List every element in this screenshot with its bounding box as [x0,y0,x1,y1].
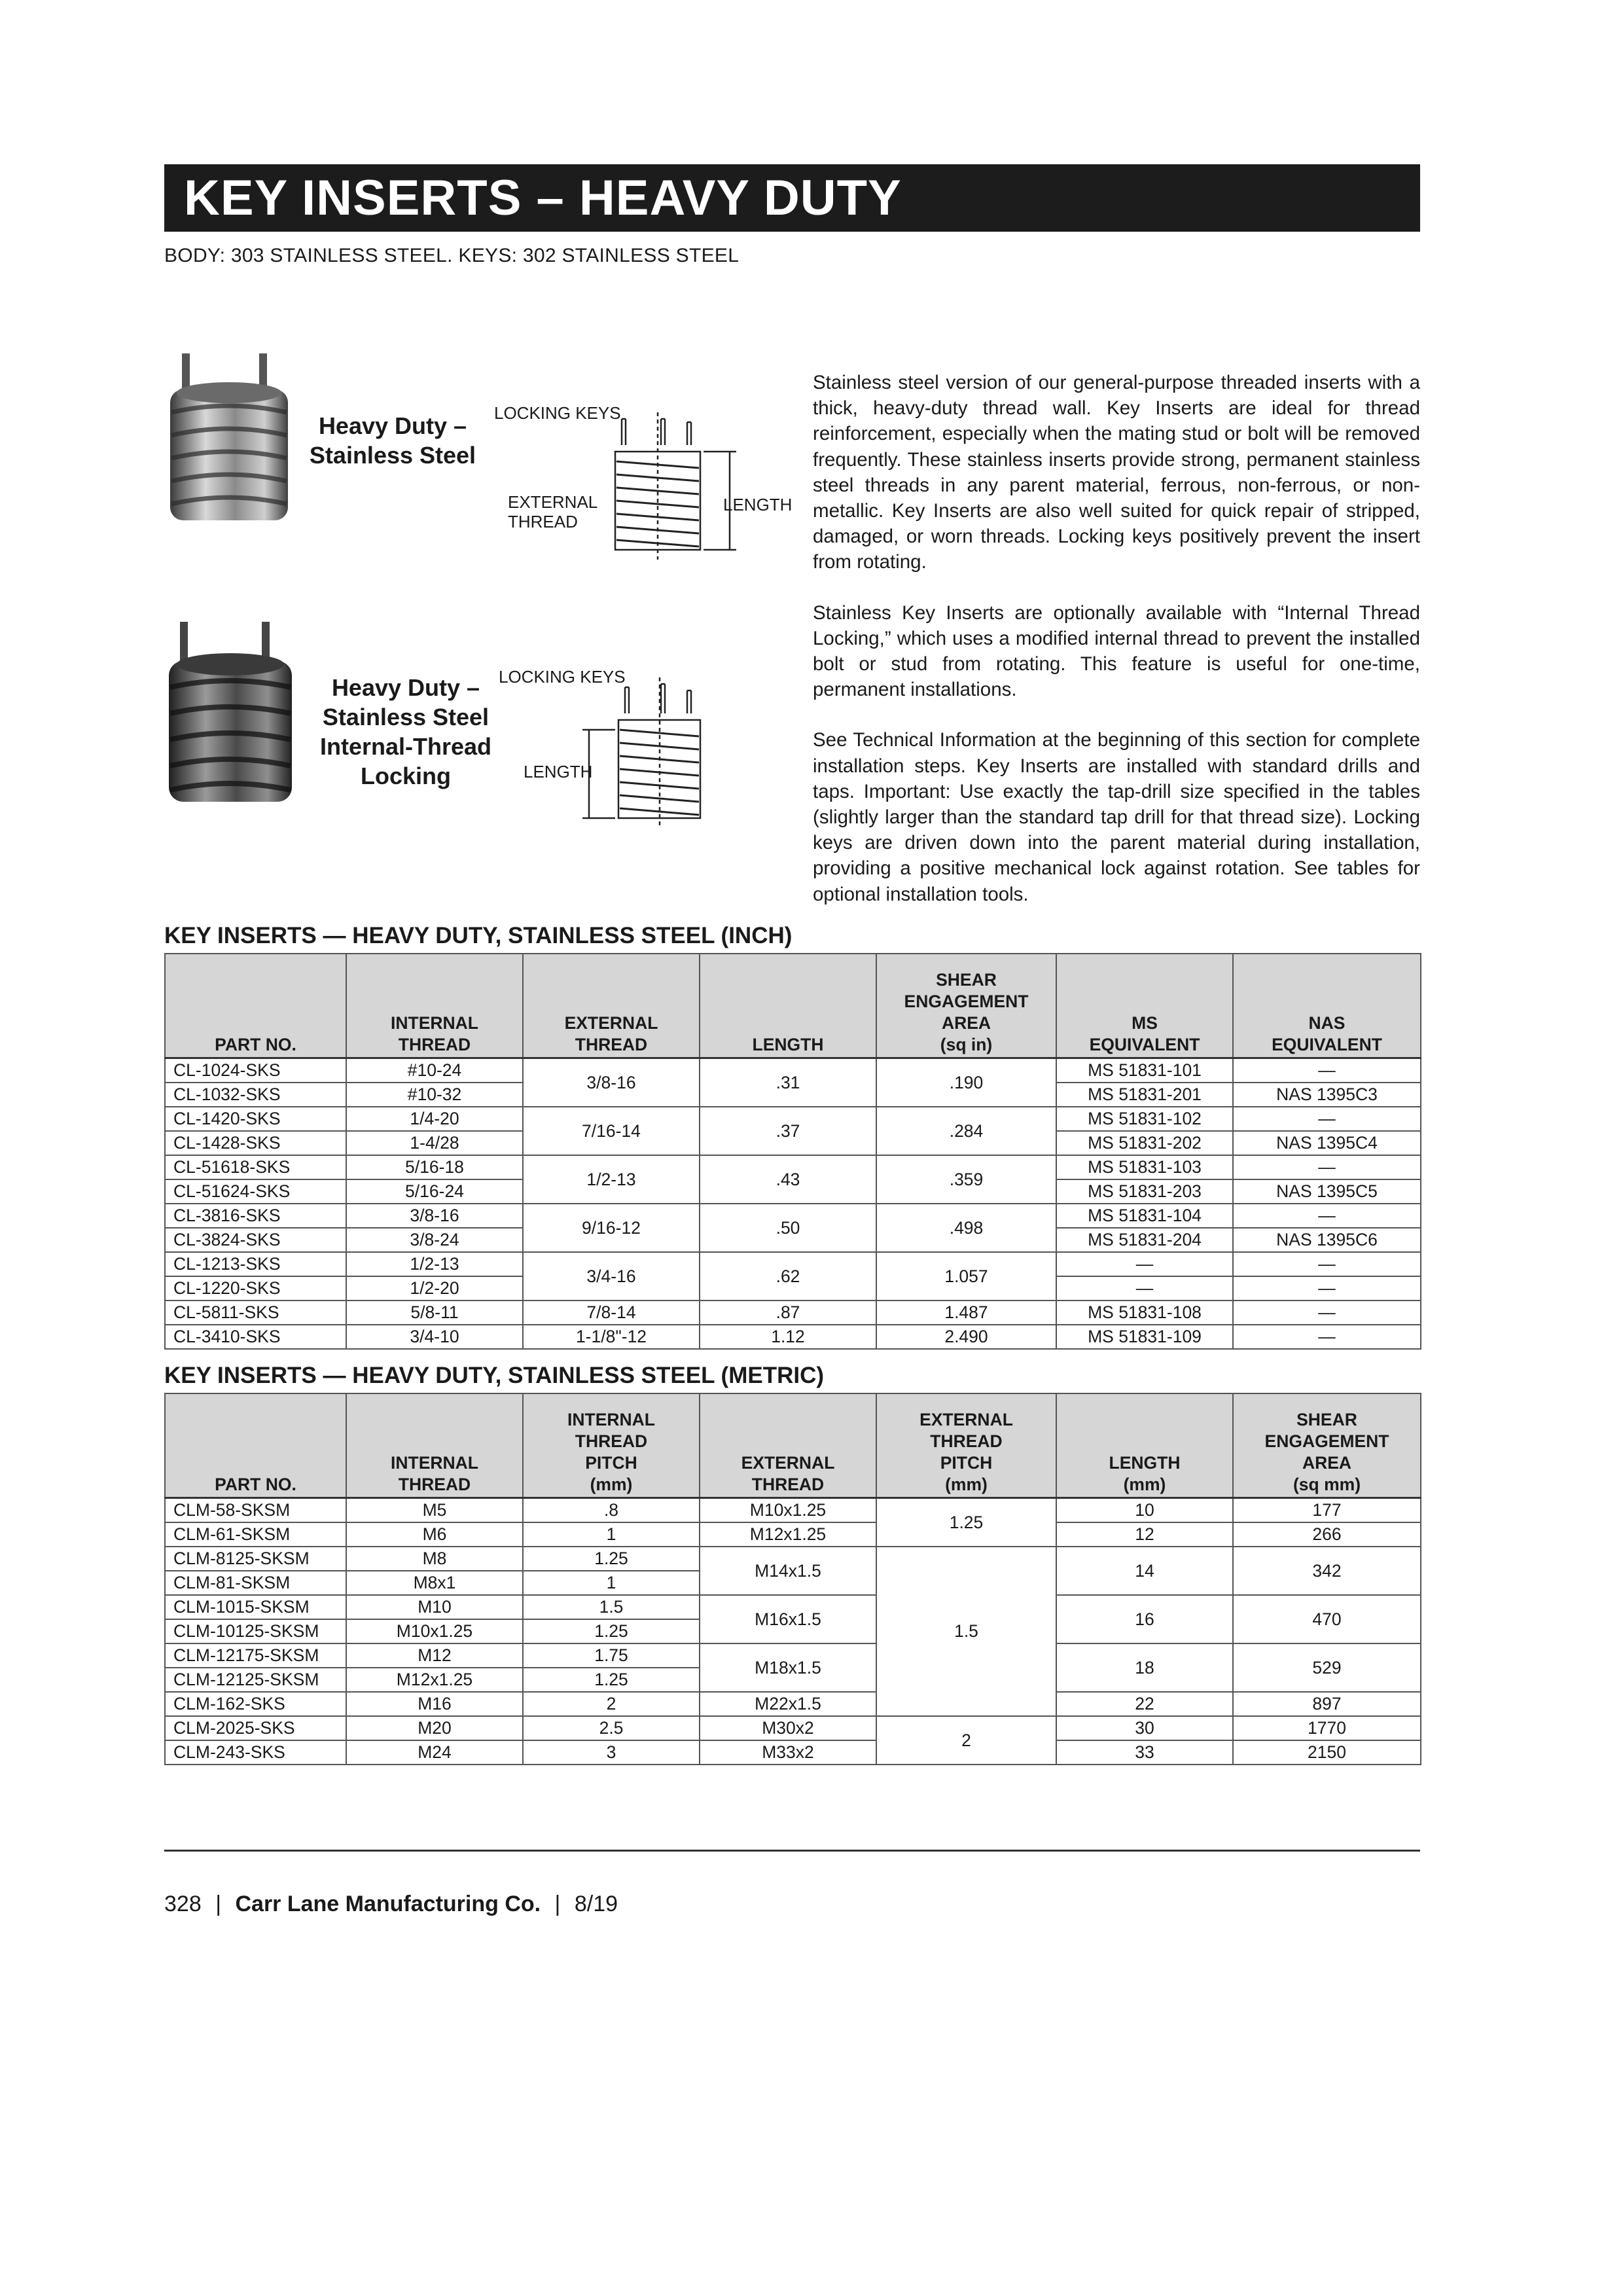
internal-pitch-cell: 1.25 [523,1668,700,1692]
internal-thread-cell: M20 [346,1716,523,1740]
footer-rule [164,1850,1420,1852]
col-header-part-no: PART NO. [165,954,346,1058]
internal-thread-cell: M24 [346,1740,523,1765]
diagram-label-locking-keys: LOCKING KEYS [494,403,621,423]
shear-area-cell: .359 [876,1155,1056,1204]
part-number-cell: CL-1213-SKS [165,1252,346,1276]
internal-pitch-cell: 1.5 [523,1595,700,1619]
internal-thread-cell: 5/16-24 [346,1179,523,1204]
part-number-cell: CLM-81-SKSM [165,1571,346,1595]
shear-area-cell: 1.057 [876,1252,1056,1300]
nas-equivalent-cell: NAS 1395C6 [1233,1228,1421,1252]
length-cell: .50 [700,1204,876,1252]
part-number-cell: CL-3824-SKS [165,1228,346,1252]
nas-equivalent-cell: — [1233,1155,1421,1179]
nas-equivalent-cell: — [1233,1058,1421,1083]
table-row [165,1692,1421,1716]
part-number-cell: CLM-243-SKS [165,1740,346,1765]
page-title: KEY INSERTS – HEAVY DUTY [184,170,902,226]
external-thread-cell: 7/16-14 [523,1107,700,1155]
title-bar [164,164,1420,232]
shear-area-cell: .190 [876,1058,1056,1107]
table-row [165,1595,1421,1619]
internal-thread-cell: 1/4-20 [346,1107,523,1131]
external-thread-cell: 3/4-16 [523,1252,700,1300]
shear-area-cell: 177 [1233,1498,1421,1522]
shear-area-cell: 2.490 [876,1325,1056,1349]
part-number-cell: CLM-2025-SKS [165,1716,346,1740]
caption-line: Heavy Duty – [331,674,480,701]
shear-area-cell: 342 [1233,1547,1421,1595]
ms-equivalent-cell: MS 51831-204 [1056,1228,1233,1252]
page-number: 328 [164,1892,202,1916]
external-thread-cell: M12x1.25 [700,1522,876,1547]
table-row [165,1522,1421,1547]
internal-thread-cell: 3/8-24 [346,1228,523,1252]
table-row [165,1325,1421,1349]
length-cell: 12 [1056,1522,1233,1547]
shear-area-cell: 470 [1233,1595,1421,1643]
external-thread-cell: M14x1.5 [700,1547,876,1595]
internal-thread-cell: 1/2-20 [346,1276,523,1300]
internal-thread-cell: 5/8-11 [346,1300,523,1325]
table-row [165,1058,1421,1083]
part-number-cell: CLM-12125-SKSM [165,1668,346,1692]
col-header-length: LENGTH (mm) [1056,1393,1233,1498]
internal-pitch-cell: 1 [523,1571,700,1595]
insert-photo-heavy-duty [164,350,294,530]
external-thread-cell: M16x1.5 [700,1595,876,1643]
part-number-cell: CLM-58-SKSM [165,1498,346,1522]
length-cell: 16 [1056,1595,1233,1643]
external-thread-cell: M22x1.5 [700,1692,876,1716]
col-header-length: LENGTH [700,954,876,1058]
ms-equivalent-cell: MS 51831-108 [1056,1300,1233,1325]
part-number-cell: CL-1220-SKS [165,1276,346,1300]
inch-table-heading: KEY INSERTS — HEAVY DUTY, STAINLESS STEEL (INCH) [164,923,793,948]
diagram-label-locking-keys: LOCKING KEYS [499,667,626,687]
part-number-cell: CLM-61-SKSM [165,1522,346,1547]
internal-pitch-cell: 1.25 [523,1619,700,1643]
external-pitch-cell: 1.25 [876,1498,1056,1547]
table-header-row [165,1393,1421,1498]
part-number-cell: CL-1032-SKS [165,1083,346,1107]
internal-pitch-cell: .8 [523,1498,700,1522]
nas-equivalent-cell: — [1233,1325,1421,1349]
part-number-cell: CLM-162-SKS [165,1692,346,1716]
internal-thread-cell: M6 [346,1522,523,1547]
external-thread-cell: 7/8-14 [523,1300,700,1325]
part-number-cell: CL-1024-SKS [165,1058,346,1083]
shear-area-cell: 266 [1233,1522,1421,1547]
internal-thread-cell: #10-24 [346,1058,523,1083]
internal-pitch-cell: 1 [523,1522,700,1547]
col-header-internal-thread: INTERNAL THREAD [346,954,523,1058]
page-footer [164,1892,618,1917]
caption-line: Stainless Steel [309,442,476,469]
ms-equivalent-cell: MS 51831-202 [1056,1131,1233,1155]
external-thread-cell: M18x1.5 [700,1643,876,1692]
col-header-nas-equivalent: NAS EQUIVALENT [1233,954,1421,1058]
external-thread-cell: M10x1.25 [700,1498,876,1522]
table-row [165,1204,1421,1228]
internal-thread-cell: #10-32 [346,1083,523,1107]
col-header-external-thread: EXTERNAL THREAD [523,954,700,1058]
internal-thread-cell: M5 [346,1498,523,1522]
description-paragraph: Stainless steel version of our general-purpose threaded inserts with a thick, heavy-duty thread wall. Key Inserts are ideal for thread reinforcement, especially when the mating stud or bolt will be removed frequently. These stainless inserts provide strong, permanent stainless steel threads in any parent material, ferrous, non-ferrous, or non-metallic. Key Inserts are also well suited for quick repair of stripped, damaged, or worn threads. Locking keys positively prevent the insert from rotating. [813,372,1420,573]
internal-thread-cell: M12x1.25 [346,1668,523,1692]
part-number-cell: CL-51618-SKS [165,1155,346,1179]
external-pitch-cell: 2 [876,1716,1056,1765]
diagram-label-length: LENGTH [723,495,793,514]
length-cell: 10 [1056,1498,1233,1522]
caption-line: Internal-Thread [319,733,492,760]
insert-diagram-heavy-duty [589,406,759,563]
ms-equivalent-cell: MS 51831-109 [1056,1325,1233,1349]
nas-equivalent-cell: NAS 1395C3 [1233,1083,1421,1107]
ms-equivalent-cell: MS 51831-103 [1056,1155,1233,1179]
nas-equivalent-cell: — [1233,1300,1421,1325]
table-row [165,1155,1421,1179]
external-thread-cell: 1-1/8"-12 [523,1325,700,1349]
length-cell: 1.12 [700,1325,876,1349]
ms-equivalent-cell: MS 51831-102 [1056,1107,1233,1131]
internal-pitch-cell: 2.5 [523,1716,700,1740]
product-description [813,370,1420,932]
length-cell: .62 [700,1252,876,1300]
nas-equivalent-cell: — [1233,1107,1421,1131]
length-cell: .37 [700,1107,876,1155]
ms-equivalent-cell: MS 51831-101 [1056,1058,1233,1083]
external-thread-cell: 9/16-12 [523,1204,700,1252]
table-header-row [165,954,1421,1058]
ms-equivalent-cell: MS 51831-203 [1056,1179,1233,1204]
part-number-cell: CLM-12175-SKSM [165,1643,346,1668]
table-row [165,1252,1421,1276]
table-row [165,1716,1421,1740]
diagram-label-external-thread: EXTERNAL [508,492,598,512]
ms-equivalent-cell: MS 51831-104 [1056,1204,1233,1228]
part-number-cell: CL-51624-SKS [165,1179,346,1204]
col-header-internal-pitch: INTERNAL THREAD PITCH (mm) [523,1393,700,1498]
description-paragraph: See Technical Information at the beginning of this section for complete installation steps. Key Inserts are installed with standard drills and taps. Important: Use exactly the tap-drill size specified in the tables (slightly larger than the standard tap drill for that thread size). Locking keys are driven down into the parent material during installation, providing a positive mechanical lock against rotation. See tables for optional installation tools. [813,729,1420,905]
external-thread-cell: 3/8-16 [523,1058,700,1107]
footer-separator: | [554,1892,561,1916]
col-header-external-thread: EXTERNAL THREAD [700,1393,876,1498]
internal-thread-cell: 3/8-16 [346,1204,523,1228]
part-number-cell: CL-1428-SKS [165,1131,346,1155]
part-number-cell: CLM-8125-SKSM [165,1547,346,1571]
revision-date: 8/19 [574,1892,618,1916]
ms-equivalent-cell: MS 51831-201 [1056,1083,1233,1107]
product-caption-heavy-duty [301,411,484,470]
part-number-cell: CL-1420-SKS [165,1107,346,1131]
metric-table [164,1393,1421,1765]
internal-pitch-cell: 1.75 [523,1643,700,1668]
length-cell: 14 [1056,1547,1233,1595]
ms-equivalent-cell: — [1056,1276,1233,1300]
table-row [165,1300,1421,1325]
external-thread-cell: 1/2-13 [523,1155,700,1204]
col-header-external-pitch: EXTERNAL THREAD PITCH (mm) [876,1393,1056,1498]
caption-line: Locking [360,762,451,789]
nas-equivalent-cell: — [1233,1252,1421,1276]
col-header-shear-area: SHEAR ENGAGEMENT AREA (sq mm) [1233,1393,1421,1498]
metric-table-heading: KEY INSERTS — HEAVY DUTY, STAINLESS STEEL (METRIC) [164,1363,825,1388]
length-cell: .31 [700,1058,876,1107]
part-number-cell: CLM-1015-SKSM [165,1595,346,1619]
internal-thread-cell: M16 [346,1692,523,1716]
internal-thread-cell: M10 [346,1595,523,1619]
shear-area-cell: 897 [1233,1692,1421,1716]
length-cell: 33 [1056,1740,1233,1765]
material-subtitle: BODY: 303 STAINLESS STEEL. KEYS: 302 STAINLESS STEEL [164,245,740,266]
external-thread-cell: M33x2 [700,1740,876,1765]
length-cell: 30 [1056,1716,1233,1740]
table-row [165,1740,1421,1765]
caption-line: Heavy Duty – [318,412,467,439]
diagram-label-length: LENGTH [524,762,593,781]
length-cell: 18 [1056,1643,1233,1692]
internal-pitch-cell: 2 [523,1692,700,1716]
part-number-cell: CL-5811-SKS [165,1300,346,1325]
footer-separator: | [215,1892,222,1916]
shear-area-cell: 529 [1233,1643,1421,1692]
part-number-cell: CL-3816-SKS [165,1204,346,1228]
nas-equivalent-cell: NAS 1395C5 [1233,1179,1421,1204]
shear-area-cell: 1.487 [876,1300,1056,1325]
internal-thread-cell: M8 [346,1547,523,1571]
nas-equivalent-cell: — [1233,1276,1421,1300]
description-paragraph: Stainless Key Inserts are optionally available with “Internal Thread Locking,” which uses a modified internal thread to prevent the installed bolt or stud from rotating. This feature is useful for one-time, permanent installations. [813,601,1420,701]
col-header-internal-thread: INTERNAL THREAD [346,1393,523,1498]
shear-area-cell: 2150 [1233,1740,1421,1765]
table-row [165,1498,1421,1522]
table-row [165,1107,1421,1131]
length-cell: .43 [700,1155,876,1204]
external-pitch-cell: 1.5 [876,1547,1056,1716]
internal-thread-cell: 3/4-10 [346,1325,523,1349]
internal-thread-cell: M12 [346,1643,523,1668]
diagram-label-external-thread: THREAD [508,512,578,531]
internal-thread-cell: M8x1 [346,1571,523,1595]
shear-area-cell: 1770 [1233,1716,1421,1740]
col-header-ms-equivalent: MS EQUIVALENT [1056,954,1233,1058]
external-thread-cell: M30x2 [700,1716,876,1740]
shear-area-cell: .284 [876,1107,1056,1155]
col-header-shear-area: SHEAR ENGAGEMENT AREA (sq in) [876,954,1056,1058]
internal-thread-cell: 1-4/28 [346,1131,523,1155]
internal-pitch-cell: 1.25 [523,1547,700,1571]
caption-line: Stainless Steel [322,704,490,730]
table-row [165,1643,1421,1668]
length-cell: .87 [700,1300,876,1325]
col-header-part-no: PART NO. [165,1393,346,1498]
internal-thread-cell: 5/16-18 [346,1155,523,1179]
internal-thread-cell: M10x1.25 [346,1619,523,1643]
table-row [165,1547,1421,1571]
internal-pitch-cell: 3 [523,1740,700,1765]
part-number-cell: CL-3410-SKS [165,1325,346,1349]
length-cell: 22 [1056,1692,1233,1716]
insert-photo-internal-thread-locking [164,619,298,808]
part-number-cell: CLM-10125-SKSM [165,1619,346,1643]
ms-equivalent-cell: — [1056,1252,1233,1276]
nas-equivalent-cell: NAS 1395C4 [1233,1131,1421,1155]
nas-equivalent-cell: — [1233,1204,1421,1228]
shear-area-cell: .498 [876,1204,1056,1252]
inch-table [164,953,1421,1350]
insert-diagram-internal-thread-locking [563,674,733,831]
company-name: Carr Lane Manufacturing Co. [235,1892,541,1916]
internal-thread-cell: 1/2-13 [346,1252,523,1276]
product-caption-internal-thread-locking [308,673,504,791]
